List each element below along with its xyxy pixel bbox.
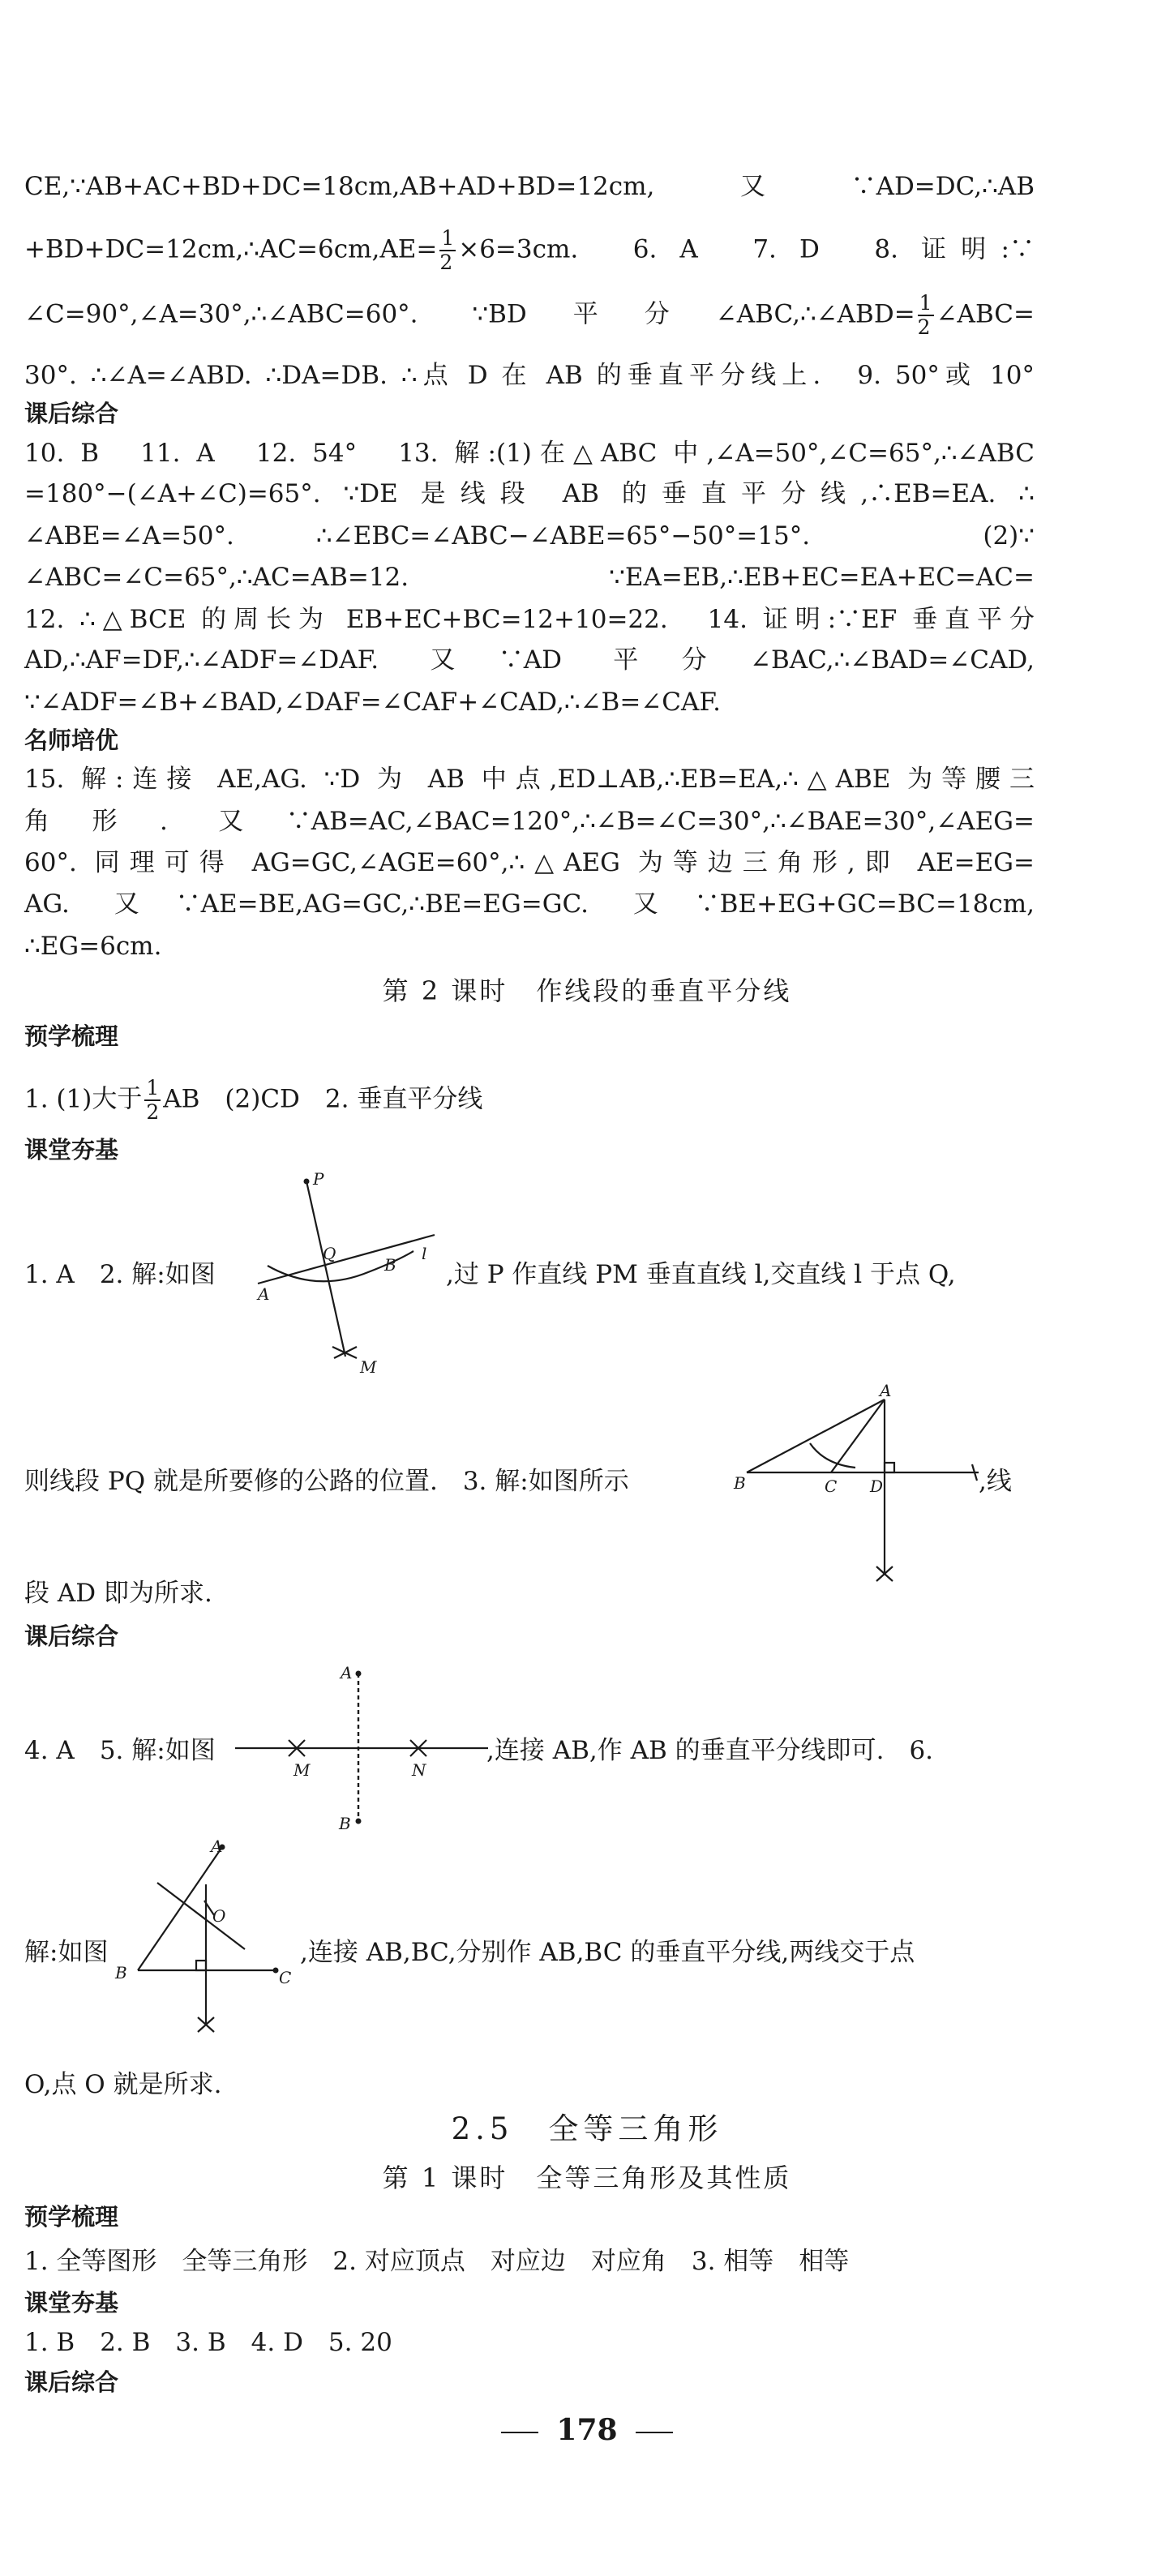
bisector-AB — [157, 1883, 245, 1949]
line-l — [258, 1235, 435, 1284]
answer-line: 1. B 2. B 3. B 4. D 5. 20 — [24, 2328, 392, 2357]
label-B: B — [734, 1473, 746, 1493]
answer-line: 30°. ∴∠A=∠ABD. ∴DA=DB. ∴点 D 在 AB 的垂直平分线上. 9. 50°或 10° — [24, 361, 1035, 390]
label-M: M — [294, 1760, 311, 1780]
fraction-half: $\frac{1}{2}$ — [439, 226, 455, 274]
label-O: O — [212, 1906, 226, 1926]
fraction-half: $\frac{1}{2}$ — [146, 1076, 160, 1124]
section-heading: 课后综合 — [24, 2368, 119, 2396]
label-N: N — [412, 1760, 426, 1780]
label-B: B — [384, 1255, 396, 1275]
label-C: C — [279, 1968, 292, 1987]
label-B: B — [339, 1814, 351, 1833]
label-A: A — [341, 1663, 353, 1682]
side-AB — [747, 1399, 885, 1472]
label-A: A — [880, 1381, 892, 1400]
answer-line: 12. ∴△BCE 的周长为 EB+EC+BC=12+10=22. 14. 证明:∵EF 垂直平分 — [24, 605, 1035, 634]
answer-line: AD,∴AF=DF,∴∠ADF=∠DAF. 又∵AD 平分∠BAC,∴∠BAD=∠CAD, — [24, 645, 1035, 675]
answer-line: ∴EG=6cm. — [24, 932, 162, 961]
label-l: l — [422, 1244, 427, 1263]
section-title: 2.5 全等三角形 — [451, 2111, 723, 2146]
point-C — [273, 1968, 279, 1974]
answer-line: ,过 P 作直线 PM 垂直直线 l,交直线 l 于点 Q, — [446, 1260, 956, 1289]
answer-line: 4. A 5. 解:如图 — [24, 1736, 216, 1765]
answer-line: 1. 全等图形 全等三角形 2. 对应顶点 对应边 对应角 3. 相等 相等 — [24, 2247, 850, 2276]
answer-line: ,线 — [979, 1467, 1012, 1496]
answer-line: 1. A 2. 解:如图 — [24, 1260, 216, 1289]
figure-triangle-altitude — [734, 1381, 987, 1586]
label-Q: Q — [323, 1244, 336, 1263]
figure-circumcenter — [114, 1837, 308, 2035]
answer-line: ∠C=90°,∠A=30°,∴∠ABC=60°. ∵BD平分∠ABC,∴∠ABD= $\frac{1}{2}$ ∠ABC= — [24, 291, 1035, 339]
answer-line: +BD+DC=12cm,∴AC=6cm,AE= $\frac{1}{2}$ ×6=3cm. 6. A 7. D 8. 证明:∵ — [24, 226, 1035, 274]
label-C: C — [825, 1477, 838, 1496]
figure-perpendicular-to-line — [243, 1169, 446, 1377]
lesson-title: 第 2 课时 作线段的垂直平分线 — [382, 975, 792, 1006]
lesson-title: 第 1 课时 全等三角形及其性质 — [382, 2162, 792, 2193]
answer-line: 60°. 同理可得 AG=GC,∠AGE=60°,∴△AEG 为等边三角形,即 AE=EG= — [24, 848, 1035, 877]
label-A: A — [258, 1284, 270, 1304]
label-B: B — [115, 1963, 127, 1982]
section-heading: 名师培优 — [24, 727, 119, 754]
right-angle-mark — [885, 1463, 894, 1472]
figure-perpendicular-bisector — [235, 1654, 495, 1832]
answer-line: 则线段 PQ 就是所要修的公路的位置. 3. 解:如图所示 — [24, 1467, 629, 1496]
answer-line: CE,∵AB+AC+BD+DC=18cm,AB+AD+BD=12cm,又∵AD=DC,∴AB — [24, 172, 1035, 201]
answer-line: ∠ABE=∠A=50°. ∴∠EBC=∠ABC−∠ABE=65°−50°=15°. (2)∵ — [24, 521, 1035, 551]
answer-line: 1. (1)大于 $\frac{1}{2}$ AB (2)CD 2. 垂直平分线 — [24, 1076, 483, 1124]
answer-line: ∵∠ADF=∠B+∠BAD,∠DAF=∠CAF+∠CAD,∴∠B=∠CAF. — [24, 688, 721, 717]
point-B — [356, 1819, 362, 1824]
label-P: P — [313, 1169, 324, 1189]
section-heading: 预学梳理 — [24, 1022, 119, 1050]
fraction-half: $\frac{1}{2}$ — [917, 291, 932, 339]
answer-line: 角形. 又∵AB=AC,∠BAC=120°,∴∠B=∠C=30°,∴∠BAE=30°,∠AEG= — [24, 807, 1035, 836]
label-M: M — [360, 1357, 377, 1377]
section-heading: 预学梳理 — [24, 2203, 119, 2231]
answer-line: =180°−(∠A+∠C)=65°. ∵DE 是线段 AB 的垂直平分线,∴EB=EA. ∴ — [24, 479, 1035, 508]
section-heading: 课后综合 — [24, 400, 119, 427]
point-P — [304, 1179, 310, 1185]
section-heading: 课堂夯基 — [24, 1136, 119, 1164]
answer-line: 段 AD 即为所求. — [24, 1579, 212, 1608]
answer-line: 解:如图 — [24, 1938, 109, 1967]
answer-line: ,连接 AB,作 AB 的垂直平分线即可. 6. — [486, 1736, 934, 1765]
answer-line: AG. 又∵AE=BE,AG=GC,∴BE=EG=GC. 又∵BE+EG+GC=BC=18cm, — [24, 889, 1035, 919]
section-heading: 课后综合 — [24, 1622, 119, 1650]
label-D: D — [870, 1477, 884, 1496]
section-heading: 课堂夯基 — [24, 2289, 119, 2317]
point-A — [356, 1671, 362, 1677]
answer-line: ∠ABC=∠C=65°,∴AC=AB=12. ∵EA=EB,∴EB+EC=EA+EC=AC= — [24, 563, 1035, 592]
label-A: A — [211, 1837, 223, 1856]
answer-line: 15. 解:连接 AE,AG. ∵D 为 AB 中点,ED⊥AB,∴EB=EA,∴△ABE 为等腰三 — [24, 765, 1035, 794]
side-AC — [831, 1399, 885, 1472]
page-number: 178 — [0, 2413, 1174, 2447]
answer-line: ,连接 AB,BC,分别作 AB,BC 的垂直平分线,两线交于点 — [300, 1938, 915, 1967]
answer-line: O,点 O 就是所求. — [24, 2070, 222, 2099]
right-angle-mark — [196, 1961, 206, 1970]
answer-line: 10. B 11. A 12. 54° 13. 解:(1)在△ABC 中,∠A=50°,∠C=65°,∴∠ABC — [24, 439, 1035, 468]
